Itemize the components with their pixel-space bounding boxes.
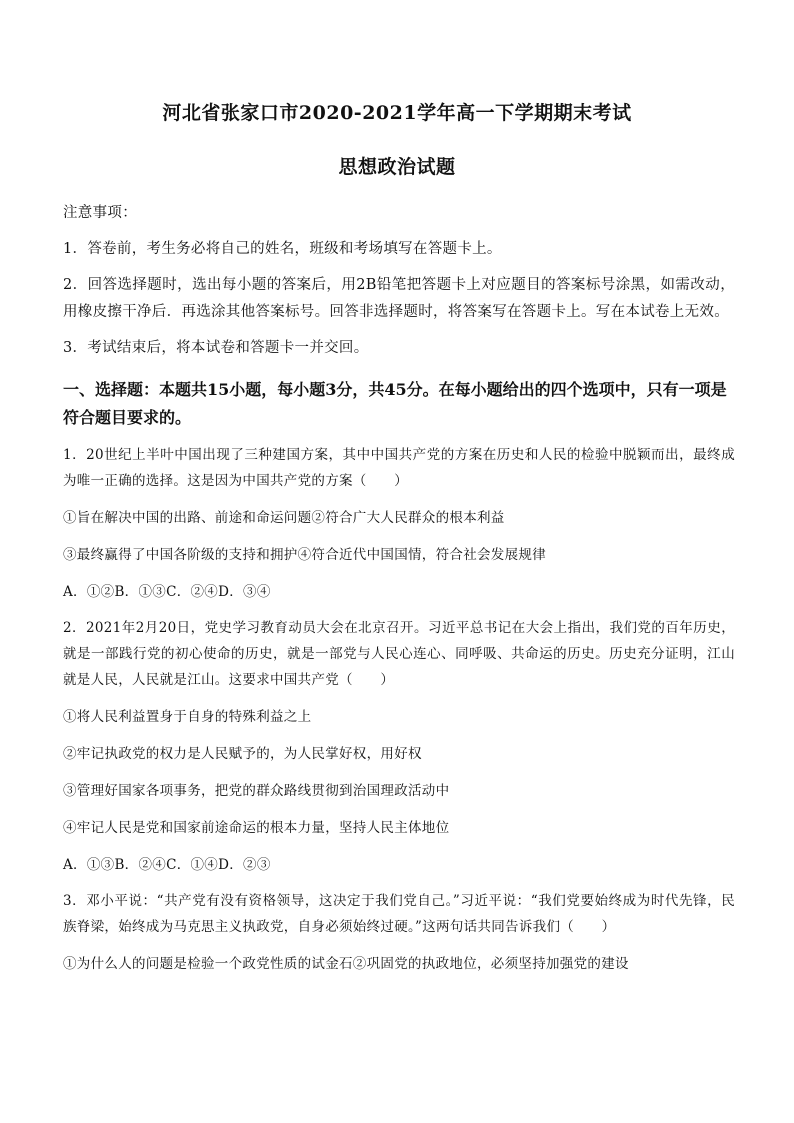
question-2-statement: ③管理好国家各项事务，把党的群众路线贯彻到治国理政活动中 <box>63 783 450 799</box>
question-1-statement: ③最终赢得了中国各阶级的支持和拥护④符合近代中国国情，符合社会发展规律 <box>63 547 546 563</box>
question-3-stem: 3．邓小平说：“共产党有没有资格领导，这决定于我们党自己。”习近平说：“我们党要始终成为时代先锋，民族脊梁，始终成为马克思主义执政党，自身必须始终过硬。”这两句话共同告诉我们（ ） <box>63 893 735 935</box>
question-2-statement: ①将人民利益置身于自身的特殊利益之上 <box>63 709 312 725</box>
exam-title: 河北省张家口市2020-2021学年高一下学期期末考试 <box>162 102 632 124</box>
note-item-1: 1．答卷前，考生务必将自己的姓名，班级和考场填写在答题卡上。 <box>63 241 502 257</box>
notes-heading: 注意事项： <box>63 205 137 221</box>
exam-content <box>63 200 735 977</box>
question-1-statement: ①旨在解决中国的出路、前途和命运问题②符合广大人民群众的根本利益 <box>63 510 505 526</box>
question-1-options: A．①②B．①③C．②④D．③④ <box>63 584 271 600</box>
question-2-statement: ④牢记人民是党和国家前途命运的根本力量，坚持人民主体地位 <box>63 820 450 836</box>
exam-subtitle: 思想政治试题 <box>338 156 456 178</box>
question-2-options: A．①③B．②④C．①④D．②③ <box>63 857 271 873</box>
note-item-3: 3．考试结束后，将本试卷和答题卡一并交回。 <box>63 340 369 356</box>
question-2-stem: 2．2021年2月20日，党史学习教育动员大会在北京召开。习近平总书记在大会上指出，我们党的百年历史，就是一部践行党的初心使命的历史，就是一部党与人民心连心、同呼吸、共命运的历史。历史充分证明，江山就是人民，人民就是江山。这要求中国共产党（ ） <box>63 620 735 688</box>
question-1-stem: 1．20世纪上半叶中国出现了三种建国方案，其中中国共产党的方案在历史和人民的检验中脱颖而出，最终成为唯一正确的选择。这是因为中国共产党的方案（ ） <box>63 447 735 489</box>
note-item-2: 2．回答选择题时，选出每小题的答案后，用2B铅笔把答题卡上对应题目的答案标号涂黑，如需改动，用橡皮擦干净后．再选涂其他答案标号。回答非选择题时，将答案写在答题卡上。写在本试卷上无效。 <box>63 277 735 320</box>
question-3-statement: ①为什么人的问题是检验一个政党性质的试金石②巩固党的执政地位，必须坚持加强党的建设 <box>63 956 629 972</box>
question-2-statement: ②牢记执政党的权力是人民赋予的，为人民掌好权，用好权 <box>63 746 422 762</box>
section-heading: 一、选择题：本题共15小题，每小题3分，共45分。在每小题给出的四个选项中，只有一项是符合题目要求的。 <box>63 380 727 427</box>
